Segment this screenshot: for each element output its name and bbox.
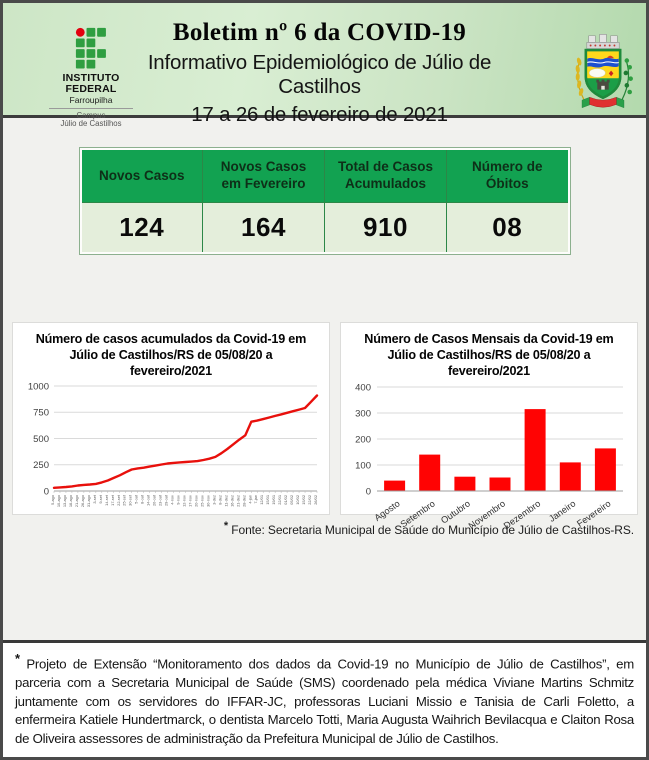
svg-text:22/01: 22/01 xyxy=(277,495,283,506)
svg-text:9-set: 9-set xyxy=(97,495,103,504)
svg-text:22/02: 22/02 xyxy=(306,495,312,506)
svg-text:01/02: 01/02 xyxy=(283,495,289,506)
svg-text:25-set: 25-set xyxy=(121,495,127,507)
svg-text:9-nov: 9-nov xyxy=(175,495,181,506)
accumulated-cases-line-chart xyxy=(17,381,325,529)
source-asterisk: * xyxy=(223,520,229,532)
svg-text:Setembro: Setembro xyxy=(398,498,437,530)
iffar-logo-icon xyxy=(74,27,108,70)
summary-header-novos-casos: Novos Casos xyxy=(81,149,203,203)
mural-crown xyxy=(587,34,619,48)
svg-text:14-set: 14-set xyxy=(103,495,109,507)
svg-text:Fevereiro: Fevereiro xyxy=(574,498,613,530)
svg-text:4-nov: 4-nov xyxy=(169,495,175,506)
summary-header-novos-casos-fevereiro: Novos Casos em Fevereiro xyxy=(203,149,325,203)
summary-value-total-acumulados: 910 xyxy=(325,203,447,254)
svg-text:12-nov: 12-nov xyxy=(181,495,187,508)
svg-text:12/01: 12/01 xyxy=(259,495,265,506)
svg-text:16-dez: 16-dez xyxy=(229,495,235,508)
page-subtitle: Informativo Epidemiológico de Júlio de Castilhos xyxy=(147,51,492,98)
svg-text:4-jan: 4-jan xyxy=(247,495,253,504)
svg-text:21-dez: 21-dez xyxy=(235,495,241,508)
logo-divider xyxy=(49,108,133,109)
footer-text: Projeto de Extensão “Monitoramento dos dados da Covid-19 no Município de Júlio de Castilhos”, em parceria com a Secretaria Municipal de Saúde (SMS) coordenado pela médica Viviane Martins Schmitz juntamente com os servidores do IFFAR-JC, professoras Luciani Missio e Tanisia de Carli Foletto, a enfermeira Katiele Hundertmarck, o dentista Marcelo Totti, Maria Augusta Waihrich Bevilacqua e Claiton Rosa de Oliveira assessores de administração da Prefeitura Municipal de Júlio de Castilhos. xyxy=(15,656,634,746)
iffar-logo xyxy=(39,27,143,128)
summary-value-obitos: 08 xyxy=(447,203,569,254)
svg-text:23-out: 23-out xyxy=(157,495,163,507)
svg-text:15/02: 15/02 xyxy=(300,495,306,506)
svg-text:18-ago: 18-ago xyxy=(67,495,73,508)
svg-text:29-out: 29-out xyxy=(163,495,169,507)
svg-text:13-ago: 13-ago xyxy=(61,495,67,508)
svg-text:25-nov: 25-nov xyxy=(199,495,205,508)
svg-text:400: 400 xyxy=(355,382,371,394)
municipal-coat-of-arms xyxy=(572,31,634,113)
source-text: Fonte: Secretaria Municipal de Saúde do Município de Júlio de Castilhos-RS. xyxy=(231,523,634,537)
svg-text:17-set: 17-set xyxy=(109,495,115,507)
svg-text:26/02: 26/02 xyxy=(312,495,318,506)
summary-table xyxy=(80,148,570,254)
summary-header-obitos: Número de Óbitos xyxy=(447,149,569,203)
summary-header-total-acumulados: Total de Casos Acumulados xyxy=(325,149,447,203)
svg-text:30-set: 30-set xyxy=(127,495,133,507)
bar-chart-title: Número de Casos Mensais da Covid-19 em Júlio de Castilhos/RS de 05/08/20 a fevereiro/2021 xyxy=(364,332,614,379)
svg-text:Agosto: Agosto xyxy=(372,498,402,524)
svg-text:11-dez: 11-dez xyxy=(223,495,229,507)
svg-text:30-nov: 30-nov xyxy=(205,495,211,508)
svg-text:750: 750 xyxy=(33,407,49,419)
svg-text:500: 500 xyxy=(33,434,49,446)
leaf-branch xyxy=(622,58,633,99)
svg-text:19/01: 19/01 xyxy=(271,495,277,506)
date-range: 17 a 26 de fevereiro de 2021 xyxy=(191,103,448,126)
svg-text:20-nov: 20-nov xyxy=(193,495,199,508)
svg-text:15/01: 15/01 xyxy=(265,495,271,506)
svg-text:1000: 1000 xyxy=(27,381,49,393)
svg-text:3-dez: 3-dez xyxy=(211,495,217,506)
header-titles xyxy=(143,19,496,127)
svg-text:8-out: 8-out xyxy=(139,495,145,505)
summary-value-novos-casos-fevereiro: 164 xyxy=(203,203,325,254)
accumulated-cases-chart-card xyxy=(12,322,330,515)
logo-campus-line2: Júlio de Castilhos xyxy=(60,119,122,129)
footer-asterisk: * xyxy=(15,651,20,667)
svg-text:100: 100 xyxy=(355,460,371,472)
monthly-cases-bar-chart xyxy=(345,381,633,531)
svg-text:22-set: 22-set xyxy=(115,495,121,507)
svg-text:5-ago: 5-ago xyxy=(49,495,55,506)
svg-text:10/02: 10/02 xyxy=(295,495,301,506)
logo-institution-line1: INSTITUTO xyxy=(62,72,120,84)
logo-region: Farroupilha xyxy=(69,95,113,106)
svg-text:3-set: 3-set xyxy=(91,495,97,504)
svg-text:10-ago: 10-ago xyxy=(55,495,61,508)
shield xyxy=(586,50,620,98)
svg-text:26-ago: 26-ago xyxy=(79,495,85,508)
svg-text:Outubro: Outubro xyxy=(439,498,472,527)
svg-text:200: 200 xyxy=(355,434,371,446)
svg-text:31-ago: 31-ago xyxy=(85,495,91,508)
svg-text:0: 0 xyxy=(365,486,371,498)
page-title: Boletim nº 6 da COVID-19 xyxy=(172,19,467,46)
svg-text:21-ago: 21-ago xyxy=(73,495,79,508)
svg-text:20-out: 20-out xyxy=(151,495,157,507)
svg-text:300: 300 xyxy=(355,408,371,420)
svg-text:8-dez: 8-dez xyxy=(217,495,223,506)
svg-text:5-out: 5-out xyxy=(133,495,139,505)
svg-text:Novembro: Novembro xyxy=(466,498,508,532)
logo-institution-line2: FEDERAL xyxy=(65,83,117,96)
svg-text:05/02: 05/02 xyxy=(289,495,295,506)
header xyxy=(3,3,646,129)
monthly-cases-chart-card xyxy=(340,322,638,532)
line-chart-title: Número de casos acumulados da Covid-19 em Júlio de Castilhos/RS de 05/08/20 a fevereiro/2021 xyxy=(35,332,307,379)
svg-text:Janeiro: Janeiro xyxy=(546,498,578,525)
svg-text:28-dez: 28-dez xyxy=(241,495,247,508)
svg-text:250: 250 xyxy=(33,460,49,472)
svg-text:7-jan: 7-jan xyxy=(253,495,259,504)
summary-value-novos-casos: 124 xyxy=(81,203,203,254)
summary-value-row xyxy=(81,203,569,254)
svg-text:0: 0 xyxy=(43,486,49,498)
svg-text:Dezembro: Dezembro xyxy=(501,498,543,532)
wheat-branch xyxy=(575,57,584,100)
logo-campus-line1: Campus xyxy=(76,110,106,120)
summary-header-row xyxy=(81,149,569,203)
svg-text:14-out: 14-out xyxy=(145,495,151,507)
footer-note xyxy=(3,640,646,757)
svg-text:17-nov: 17-nov xyxy=(187,495,193,508)
